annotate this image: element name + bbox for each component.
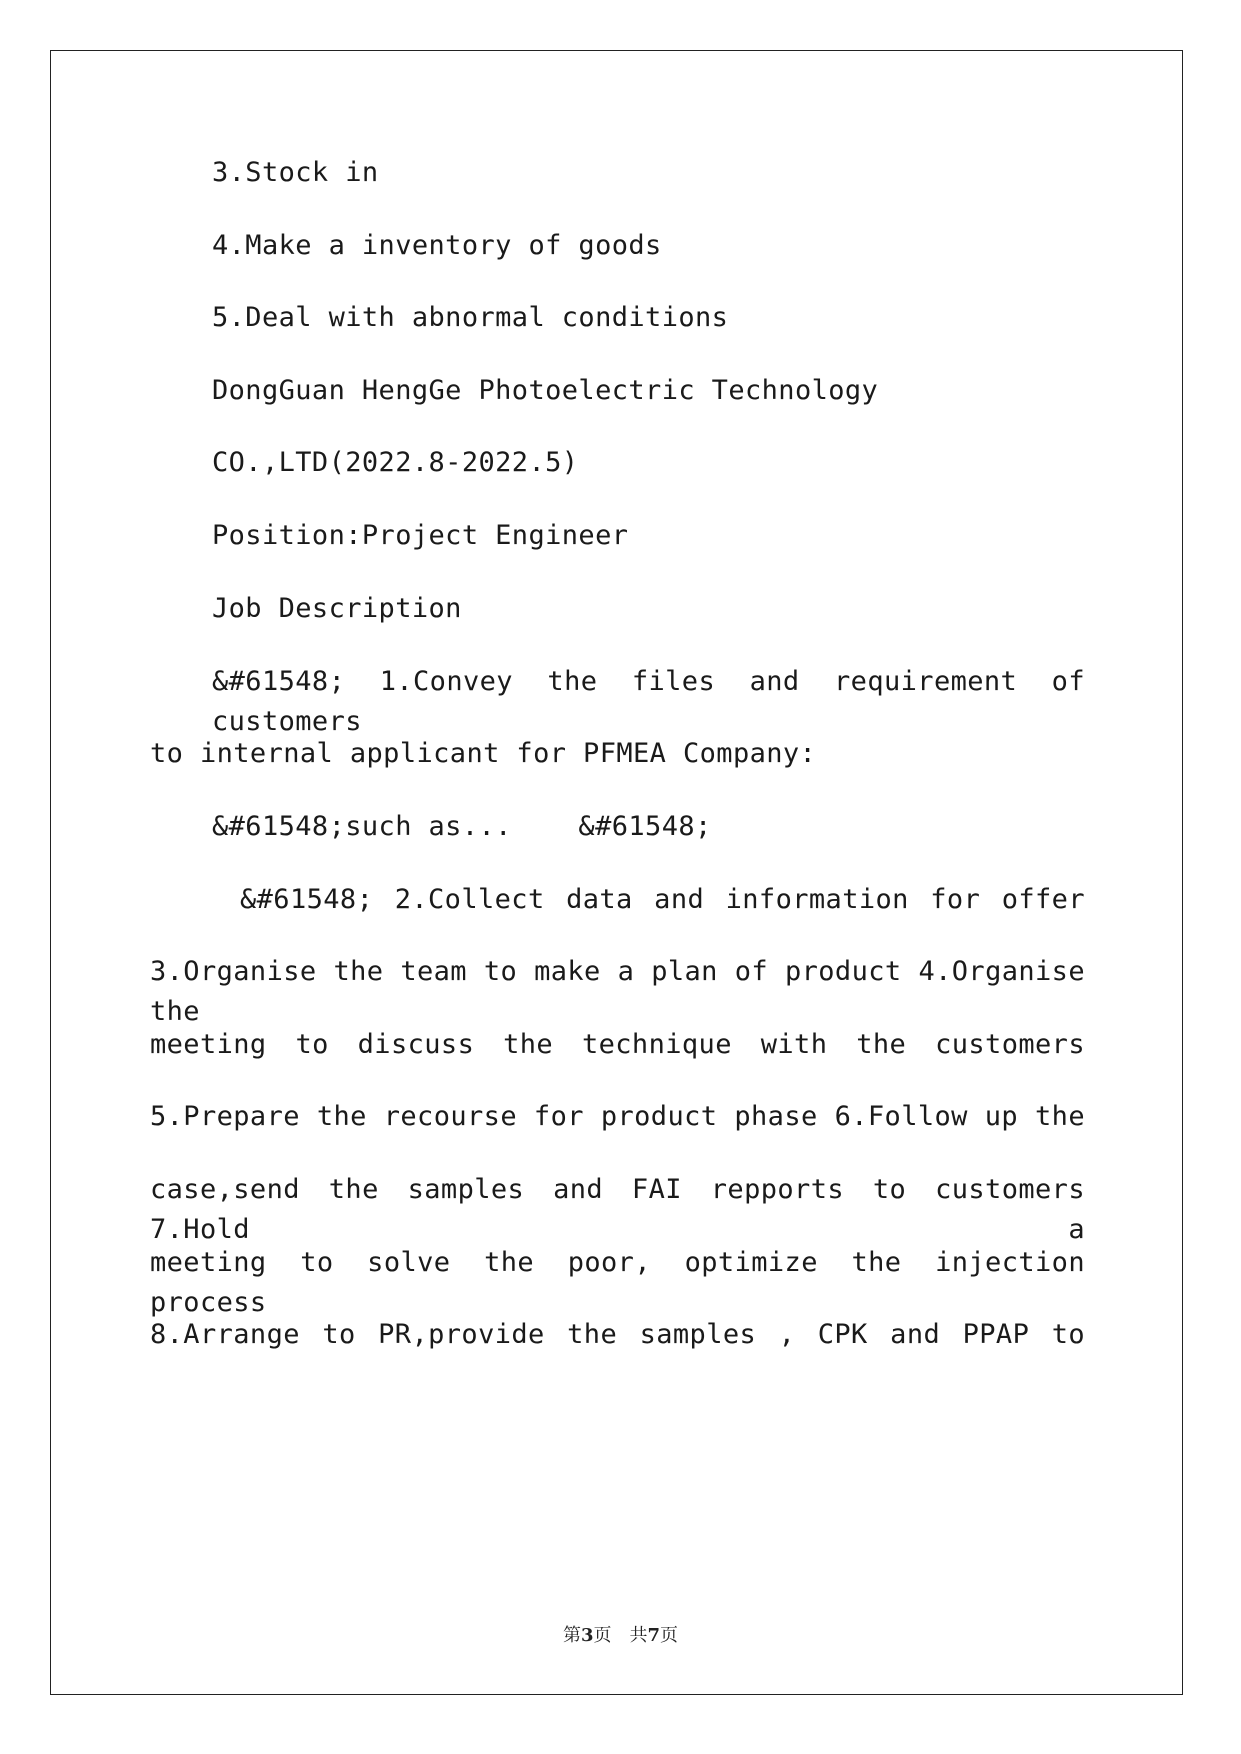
page-footer xyxy=(0,1621,1241,1647)
text-line: &#61548;such as... &#61548; xyxy=(212,811,712,842)
text-line: &#61548; 1.Convey the files and requirement of customers xyxy=(212,666,1085,737)
text-line: 5.Deal with abnormal conditions xyxy=(212,302,729,333)
text-line: to internal applicant for PFMEA Company: xyxy=(150,738,817,769)
text-line: CO.,LTD(2022.8-2022.5) xyxy=(212,447,579,478)
footer-page-number: 3 xyxy=(580,1625,594,1646)
text-line: case,send the samples and FAI repports to customers 7.Hold a xyxy=(150,1174,1085,1245)
footer-prefix: 第 xyxy=(562,1625,581,1646)
text-line: 3.Stock in xyxy=(212,157,379,188)
text-line: 8.Arrange to PR,provide the samples , CPK and PPAP to xyxy=(150,1319,1085,1350)
text-line: &#61548; 2.Collect data and information for offer xyxy=(240,884,1085,915)
text-line: 5.Prepare the recourse for product phase 6.Follow up the xyxy=(150,1101,1085,1132)
text-line: meeting to solve the poor, optimize the injection process xyxy=(150,1247,1085,1318)
footer-suffix: 页 xyxy=(660,1625,679,1646)
page-border xyxy=(50,50,1183,1695)
footer-mid: 页 共 xyxy=(593,1625,648,1646)
text-line: Position:Project Engineer xyxy=(212,520,629,551)
footer-total-pages: 7 xyxy=(647,1625,661,1646)
text-line: 4.Make a inventory of goods xyxy=(212,230,662,261)
text-line: DongGuan HengGe Photoelectric Technology xyxy=(212,375,879,406)
text-line: Job Description xyxy=(212,593,462,624)
text-line: 3.Organise the team to make a plan of product 4.Organise the xyxy=(150,956,1085,1027)
text-line: meeting to discuss the technique with the customers xyxy=(150,1029,1085,1060)
